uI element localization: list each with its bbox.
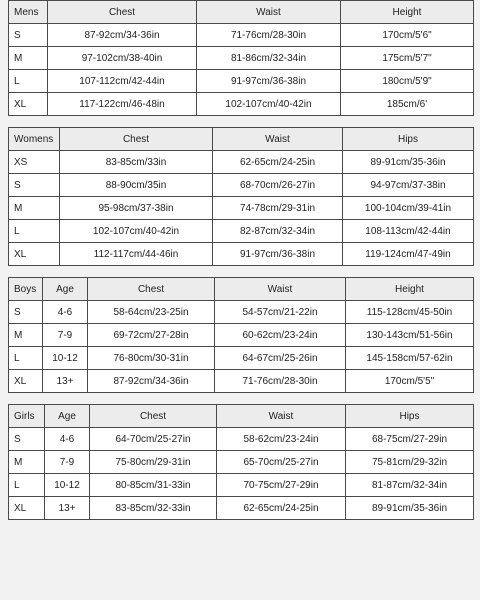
column-header: Waist [197,1,341,24]
table-cell: 91-97cm/36-38in [213,243,343,266]
table-row [9,70,474,93]
table-row [9,497,474,520]
size-cell: M [9,47,48,70]
table-cell: 170cm/5'5" [346,370,474,393]
size-cell: L [9,70,48,93]
table-row [9,197,474,220]
column-header: Hips [346,405,474,428]
table-header-row [9,128,474,151]
table-cell: 102-107cm/40-42in [197,93,341,116]
column-header: Waist [217,405,346,428]
table-cell: 115-128cm/45-50in [346,301,474,324]
table-row [9,301,474,324]
boys-size-table [8,277,474,393]
column-header: Height [341,1,474,24]
table-cell: 83-85cm/33in [60,151,213,174]
table-row [9,347,474,370]
table-cell: 4-6 [43,301,88,324]
table-cell: 117-122cm/46-48in [48,93,197,116]
table-cell: 10-12 [43,347,88,370]
table-cell: 65-70cm/25-27in [217,451,346,474]
column-header: Chest [90,405,217,428]
column-header: Age [43,278,88,301]
table-cell: 60-62cm/23-24in [215,324,346,347]
table-title: Womens [9,128,60,151]
table-cell: 76-80cm/30-31in [88,347,215,370]
size-cell: XL [9,497,45,520]
size-cell: M [9,324,43,347]
girls-size-table [8,404,474,520]
table-row [9,243,474,266]
size-cell: L [9,474,45,497]
column-header: Age [45,405,90,428]
table-cell: 68-70cm/26-27in [213,174,343,197]
table-cell: 7-9 [43,324,88,347]
table-cell: 185cm/6' [341,93,474,116]
table-cell: 89-91cm/35-36in [343,151,474,174]
table-row [9,451,474,474]
table-cell: 62-65cm/24-25in [213,151,343,174]
size-cell: S [9,24,48,47]
table-cell: 145-158cm/57-62in [346,347,474,370]
table-cell: 97-102cm/38-40in [48,47,197,70]
table-cell: 87-92cm/34-36in [48,24,197,47]
column-header: Chest [88,278,215,301]
table-cell: 7-9 [45,451,90,474]
table-cell: 75-81cm/29-32in [346,451,474,474]
table-header-row [9,1,474,24]
table-cell: 4-6 [45,428,90,451]
table-cell: 71-76cm/28-30in [197,24,341,47]
table-cell: 71-76cm/28-30in [215,370,346,393]
table-title: Girls [9,405,45,428]
table-cell: 68-75cm/27-29in [346,428,474,451]
table-cell: 54-57cm/21-22in [215,301,346,324]
size-cell: XL [9,370,43,393]
column-header: Height [346,278,474,301]
table-row [9,370,474,393]
table-header-row [9,278,474,301]
size-cell: M [9,451,45,474]
table-cell: 170cm/5'6" [341,24,474,47]
table-cell: 13+ [45,497,90,520]
table-row [9,174,474,197]
table-cell: 80-85cm/31-33in [90,474,217,497]
table-cell: 70-75cm/27-29in [217,474,346,497]
table-cell: 91-97cm/36-38in [197,70,341,93]
size-cell: XL [9,93,48,116]
table-row [9,151,474,174]
table-cell: 88-90cm/35in [60,174,213,197]
table-cell: 130-143cm/51-56in [346,324,474,347]
table-cell: 82-87cm/32-34in [213,220,343,243]
table-row [9,220,474,243]
table-title: Boys [9,278,43,301]
table-cell: 83-85cm/32-33in [90,497,217,520]
size-cell: S [9,301,43,324]
table-row [9,93,474,116]
table-row [9,47,474,70]
column-header: Waist [213,128,343,151]
table-cell: 58-62cm/23-24in [217,428,346,451]
table-header-row [9,405,474,428]
size-cell: S [9,428,45,451]
table-cell: 69-72cm/27-28in [88,324,215,347]
table-cell: 108-113cm/42-44in [343,220,474,243]
table-cell: 58-64cm/23-25in [88,301,215,324]
table-row [9,324,474,347]
table-cell: 81-86cm/32-34in [197,47,341,70]
table-cell: 87-92cm/34-36in [88,370,215,393]
table-cell: 64-67cm/25-26in [215,347,346,370]
table-cell: 95-98cm/37-38in [60,197,213,220]
table-cell: 102-107cm/40-42in [60,220,213,243]
size-cell: L [9,220,60,243]
size-cell: L [9,347,43,370]
table-cell: 13+ [43,370,88,393]
column-header: Waist [215,278,346,301]
table-cell: 94-97cm/37-38in [343,174,474,197]
table-cell: 107-112cm/42-44in [48,70,197,93]
table-cell: 62-65cm/24-25in [217,497,346,520]
column-header: Chest [60,128,213,151]
womens-size-table [8,127,474,266]
table-cell: 75-80cm/29-31in [90,451,217,474]
mens-size-table [8,0,474,116]
column-header: Hips [343,128,474,151]
table-title: Mens [9,1,48,24]
column-header: Chest [48,1,197,24]
table-cell: 74-78cm/29-31in [213,197,343,220]
table-row [9,24,474,47]
table-cell: 112-117cm/44-46in [60,243,213,266]
table-cell: 89-91cm/35-36in [346,497,474,520]
table-cell: 180cm/5'9" [341,70,474,93]
table-cell: 81-87cm/32-34in [346,474,474,497]
size-cell: S [9,174,60,197]
table-row [9,428,474,451]
table-cell: 100-104cm/39-41in [343,197,474,220]
table-cell: 175cm/5'7" [341,47,474,70]
table-cell: 10-12 [45,474,90,497]
size-cell: XL [9,243,60,266]
table-cell: 119-124cm/47-49in [343,243,474,266]
table-row [9,474,474,497]
table-cell: 64-70cm/25-27in [90,428,217,451]
size-cell: M [9,197,60,220]
size-cell: XS [9,151,60,174]
